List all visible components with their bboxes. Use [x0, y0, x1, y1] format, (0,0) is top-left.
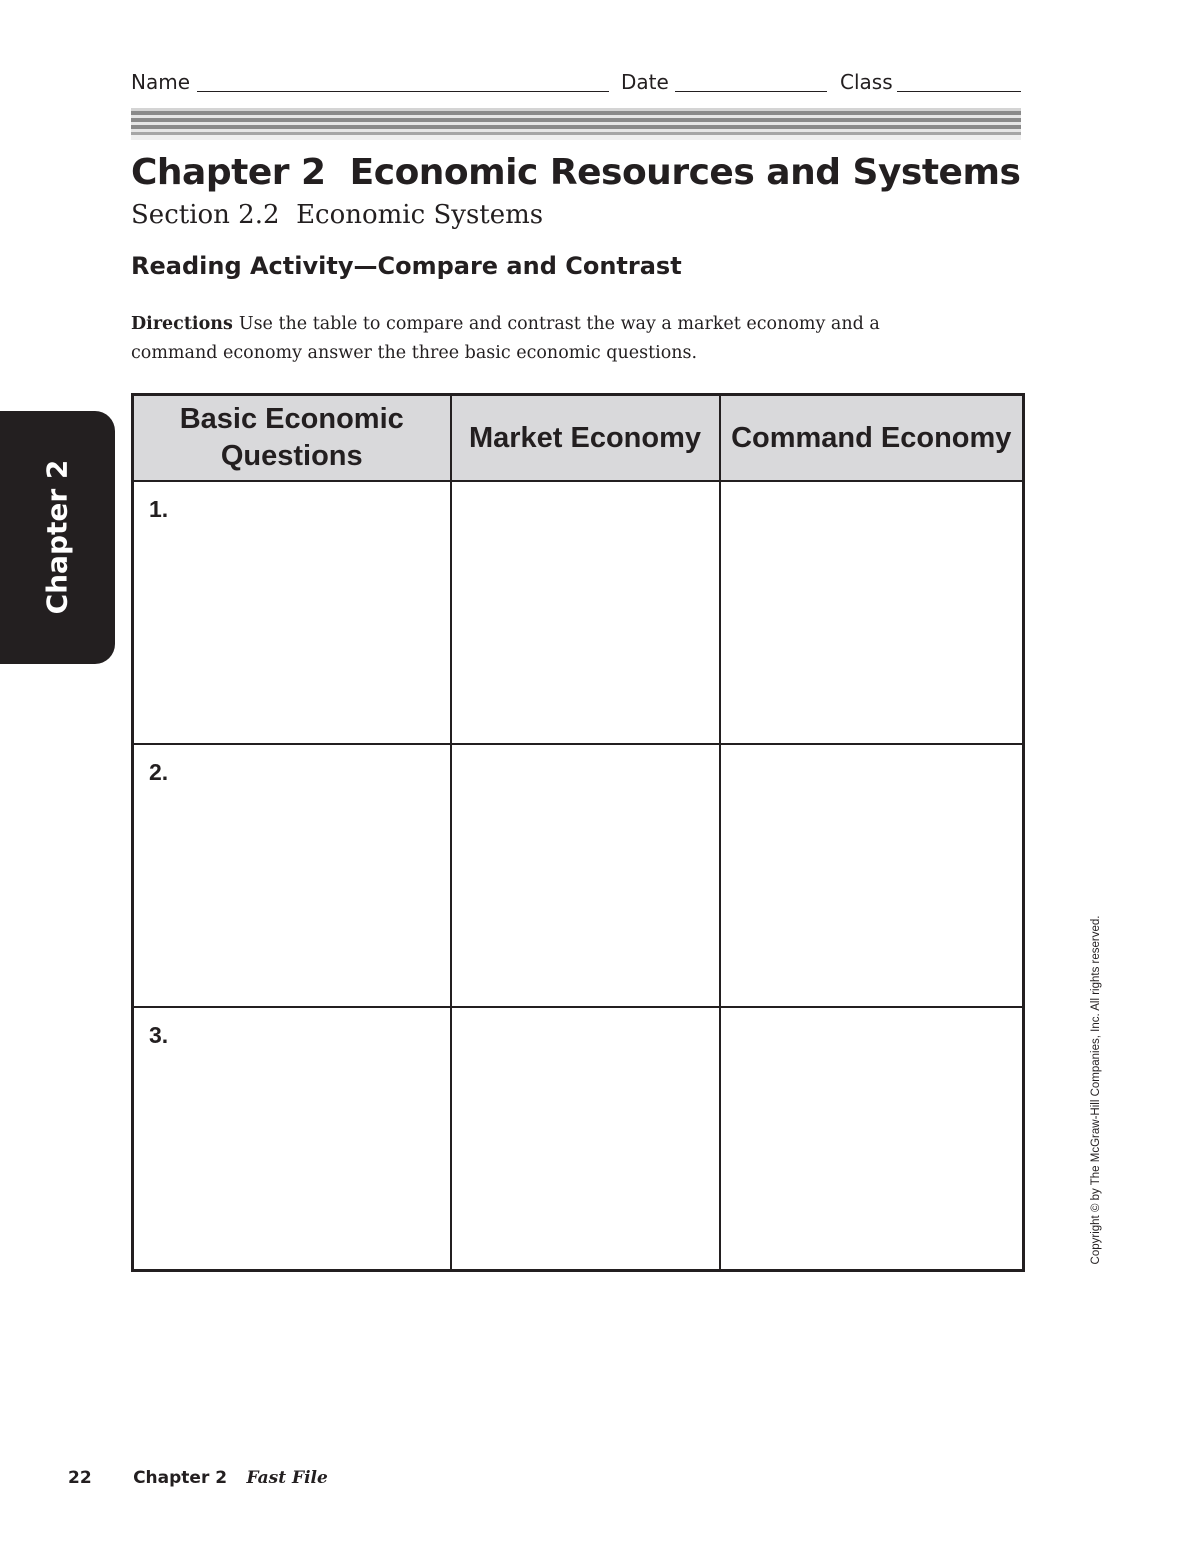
table-row: [133, 744, 1024, 1007]
command-economy-cell[interactable]: [720, 481, 1024, 744]
copyright-notice: Copyright © by The McGraw-Hill Companies, Inc. All rights reserved.: [1090, 915, 1102, 1265]
page-footer: [68, 1468, 328, 1488]
row-number: 1.: [149, 496, 169, 522]
table-header-row: [133, 395, 1024, 482]
footer-book-title: Fast File: [246, 1468, 328, 1488]
name-label: Name: [131, 70, 191, 94]
class-label: Class: [840, 70, 893, 94]
row-number: 2.: [149, 759, 169, 785]
column-header-questions: Basic Economic Questions: [133, 395, 451, 482]
question-cell[interactable]: [133, 744, 451, 1007]
market-economy-cell[interactable]: [451, 1007, 720, 1271]
command-economy-cell[interactable]: [720, 744, 1024, 1007]
date-field[interactable]: [675, 91, 827, 92]
directions-text: Use the table to compare and contrast the way a market economy and a command economy answer the three basic economic questions.: [131, 314, 880, 363]
decorative-header-band: [131, 108, 1021, 140]
market-economy-cell[interactable]: [451, 744, 720, 1007]
footer-chapter: Chapter 2: [133, 1468, 228, 1488]
compare-contrast-table: [131, 393, 1025, 1272]
page-number: 22: [68, 1468, 92, 1488]
chapter-side-tab: [0, 411, 115, 664]
side-tab-label: Chapter 2: [40, 459, 74, 615]
class-field[interactable]: [897, 91, 1021, 92]
column-header-command-economy: Command Economy: [720, 395, 1024, 482]
directions: [131, 310, 931, 368]
column-header-market-economy: Market Economy: [451, 395, 720, 482]
table-row: [133, 1007, 1024, 1271]
command-economy-cell[interactable]: [720, 1007, 1024, 1271]
directions-label: Directions: [131, 314, 233, 334]
name-field[interactable]: [197, 91, 609, 92]
question-cell[interactable]: [133, 481, 451, 744]
date-label: Date: [621, 70, 669, 94]
activity-title: Reading Activity—Compare and Contrast: [131, 252, 682, 280]
section-title: Section 2.2 Economic Systems: [131, 200, 544, 230]
market-economy-cell[interactable]: [451, 481, 720, 744]
chapter-title: Chapter 2 Economic Resources and Systems: [131, 152, 1021, 193]
question-cell[interactable]: [133, 1007, 451, 1271]
student-info-line: [131, 66, 1021, 96]
row-number: 3.: [149, 1022, 169, 1048]
table-row: [133, 481, 1024, 744]
